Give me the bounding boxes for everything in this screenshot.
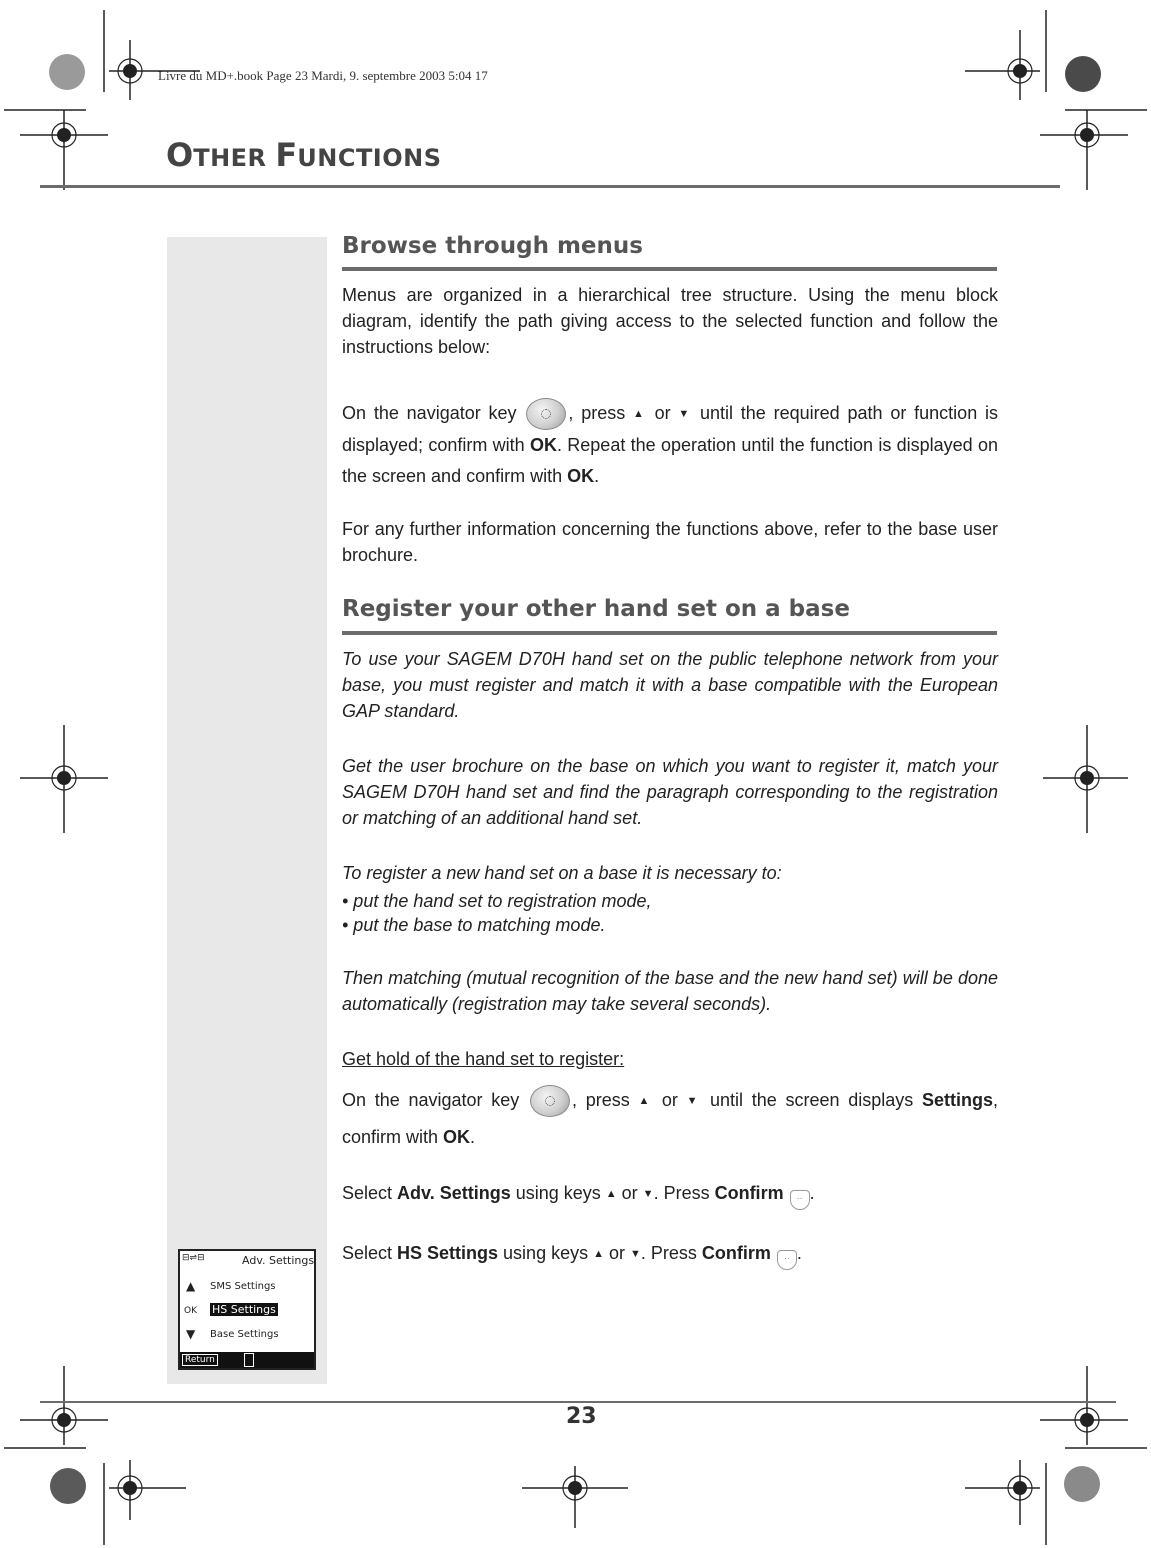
register-step-1: On the navigator key , press ▲ or ▼ until the screen displays Settings, confirm with OK.: [342, 1082, 998, 1155]
margin-column: [167, 237, 327, 1384]
phone-screen: [178, 1249, 316, 1370]
browse-paragraph-2: On the navigator key , press ▲ or ▼ until the required path or function is displayed; confirm with OK. Repeat the operation until the function is displayed on the screen and confirm with OK.: [342, 398, 998, 492]
register-paragraph-4: Then matching (mutual recognition of the base and the new hand set) will be done automatically (registration may take several seconds).: [342, 968, 998, 1014]
phone-softkey-bar: [180, 1352, 314, 1368]
register-bullet-1: • put the hand set to registration mode,: [342, 891, 652, 911]
register-step-3: Select HS Settings using keys ▲ or ▼. Press Confirm ·· .: [342, 1240, 998, 1270]
up-arrow-icon: ▲: [593, 1248, 604, 1260]
navigator-key-icon: [530, 1085, 570, 1117]
browse-paragraph-3: For any further information concerning the functions above, refer to the base user brochure.: [342, 519, 998, 565]
heading-rule: [342, 631, 997, 635]
softkey-center-icon: [244, 1353, 254, 1367]
up-arrow-icon: ▲: [633, 408, 647, 420]
phone-menu-item: Base Settings: [210, 1329, 279, 1340]
register-subheading: Get hold of the hand set to register:: [342, 1049, 625, 1069]
up-arrow-icon: ▲: [605, 1188, 617, 1200]
heading-register: Register your other hand set on a base: [342, 596, 850, 622]
heading-rule: [342, 267, 997, 271]
up-arrow-icon: ▲: [186, 1279, 196, 1293]
down-arrow-icon: ▼: [630, 1248, 641, 1260]
confirm-key-icon: ··: [790, 1190, 810, 1210]
phone-menu-item: SMS Settings: [210, 1281, 276, 1292]
print-slug: Livre du MD+.book Page 23 Mardi, 9. septembre 2003 5:04 17: [158, 68, 488, 83]
register-bullet-2: • put the base to matching mode.: [342, 915, 606, 935]
confirm-key-icon: ··: [777, 1250, 797, 1270]
down-arrow-icon: ▼: [686, 1095, 702, 1107]
register-paragraph-2: Get the user brochure on the base on which you want to register it, match your SAGEM D70H hand set and find the paragraph corresponding to the registration or matching of an additional hand set.: [342, 756, 998, 828]
navigator-key-icon: [526, 398, 566, 430]
title-rule: [40, 185, 1060, 188]
footer-rule: [40, 1401, 1116, 1403]
page-number: 23: [566, 1404, 597, 1429]
heading-browse: Browse through menus: [342, 233, 643, 259]
browse-paragraph-1: Menus are organized in a hierarchical tree structure. Using the menu block diagram, identify the path giving access to the selected function and follow the instructions below:: [342, 285, 998, 357]
ok-label: OK: [184, 1306, 197, 1316]
register-paragraph-3: To register a new hand set on a base it is necessary to:: [342, 863, 782, 883]
softkey-return: Return: [182, 1354, 218, 1366]
up-arrow-icon: ▲: [638, 1095, 654, 1107]
phone-screen-title: Adv. Settings: [242, 1254, 315, 1267]
register-step-2: Select Adv. Settings using keys ▲ or ▼. Press Confirm ·· .: [342, 1180, 998, 1210]
phone-menu-item-selected: HS Settings: [212, 1303, 276, 1316]
register-paragraph-1: To use your SAGEM D70H hand set on the public telephone network from your base, you must register and match it with a base compatible with the European GAP standard.: [342, 649, 998, 721]
menu-icon: ⊟⇌⊟: [182, 1253, 205, 1263]
down-arrow-icon: ▼: [678, 408, 693, 420]
down-arrow-icon: ▼: [642, 1188, 654, 1200]
section-title: OTHER FUNCTIONS: [166, 136, 442, 174]
down-arrow-icon: ▼: [186, 1327, 196, 1341]
